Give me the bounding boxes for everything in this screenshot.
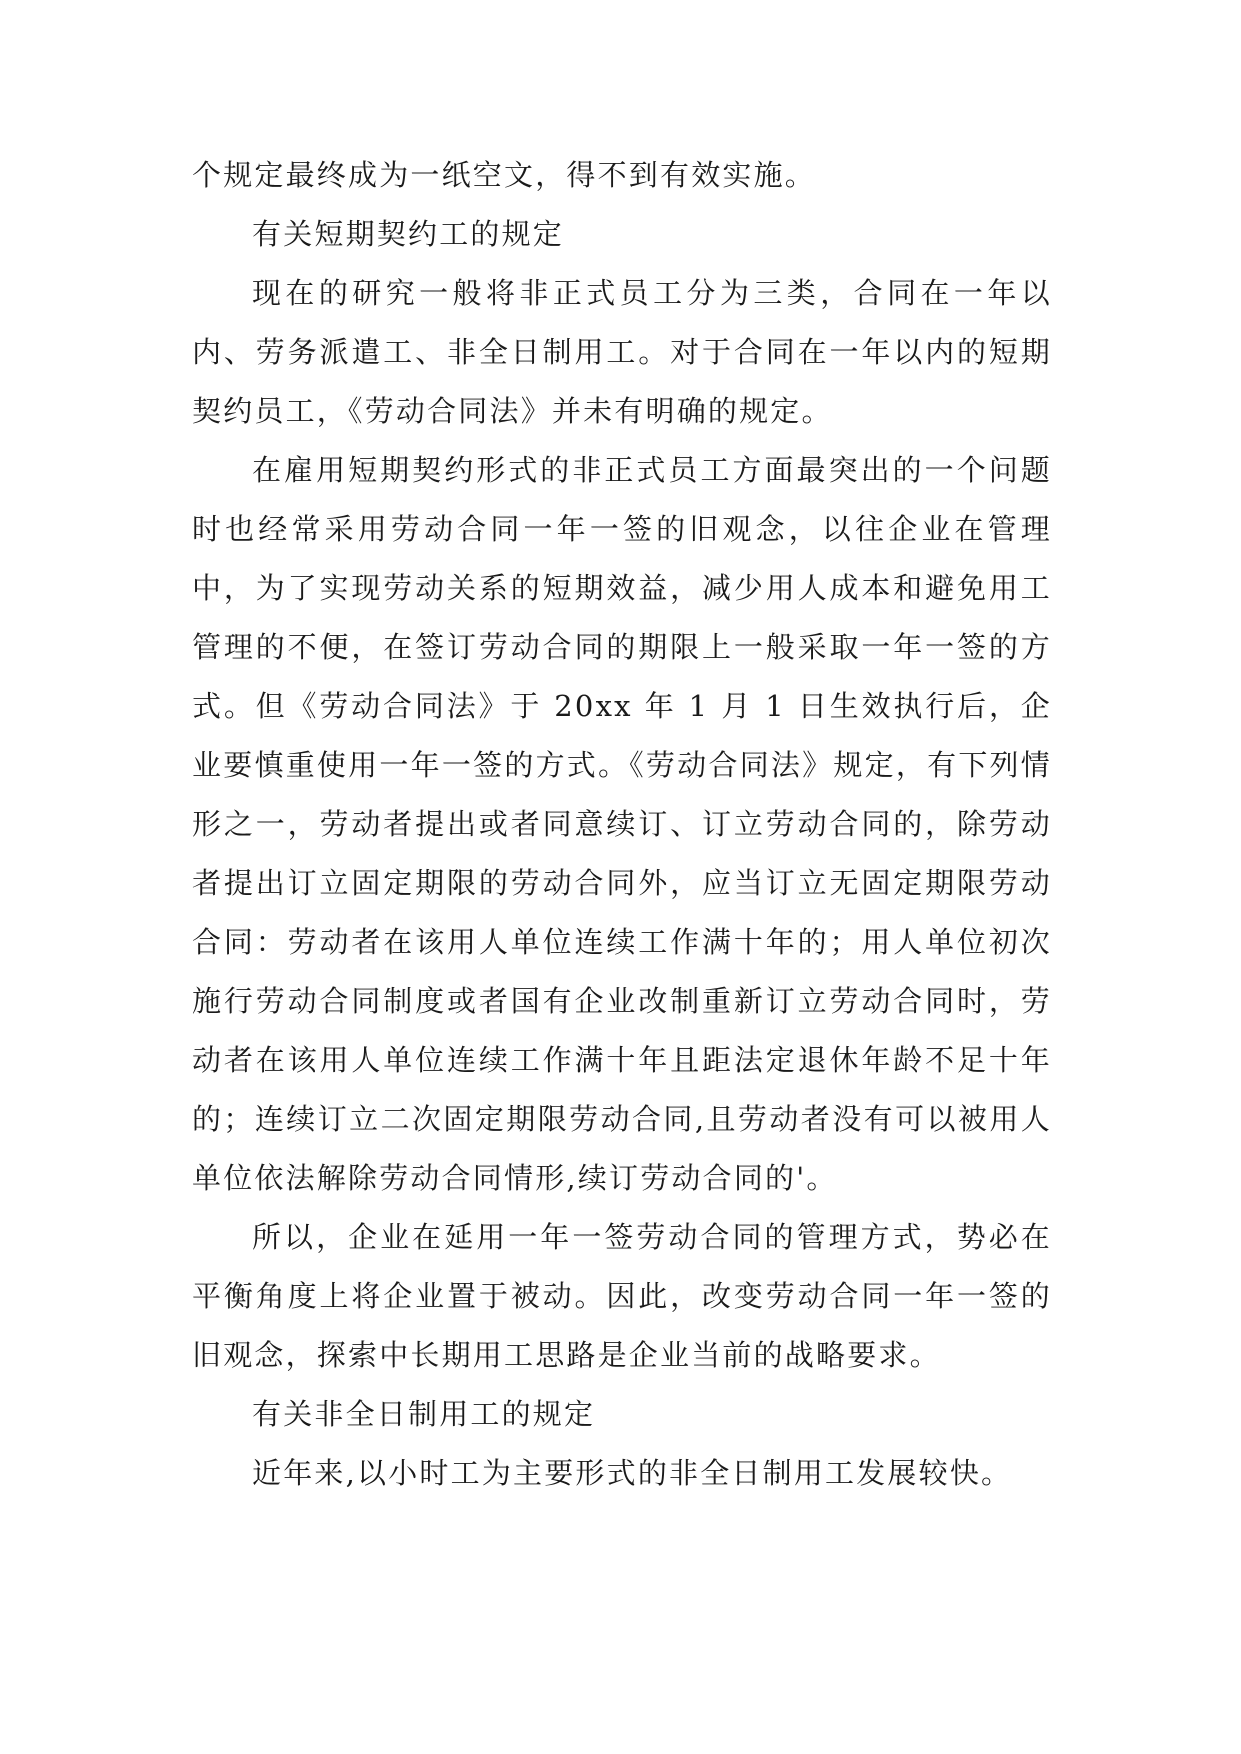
paragraph-continuation: 个规定最终成为一纸空文，得不到有效实施。 xyxy=(192,158,817,192)
paragraph-classification: 现在的研究一般将非正式员工分为三类，合同在一年以内、劳务派遣工、非全日制用工。对于合同在一年以内的短期契约员工，《劳动合同法》并未有明确的规定。 xyxy=(192,276,1052,428)
paragraph-part-time-intro: 近年来,以小时工为主要形式的非全日制用工发展较快。 xyxy=(252,1456,1013,1490)
paragraph-one-year-contract: 在雇用短期契约形式的非正式员工方面最突出的一个问题时也经常采用劳动合同一年一签的旧观念，以往企业在管理中，为了实现劳动关系的短期效益，减少用人成本和避免用工管理的不便，在签订劳动合同的期限上一般采取一年一签的方式。但《劳动合同法》于 20xx 年 1 月 1 日生效执行后，企业要慎重使用一年一签的方式。《劳动合同法》规定，有下列情形之一，劳动者提出或者同意续订、订立劳动合同的，除劳动者提出订立固定期限的劳动合同外，应当订立无固定期限劳动合同：劳动者在该用人单位连续工作满十年的；用人单位初次施行劳动合同制度或者国有企业改制重新订立劳动合同时，劳动者在该用人单位连续工作满十年且距法定退休年龄不足十年的；连续订立二次固定期限劳动合同,且劳动者没有可以被用人单位依法解除劳动合同情形,续订劳动合同的'。 xyxy=(192,453,1052,1195)
section-heading-part-time: 有关非全日制用工的规定 xyxy=(252,1397,596,1431)
paragraph-conclusion: 所以，企业在延用一年一签劳动合同的管理方式，势必在平衡角度上将企业置于被动。因此，改变劳动合同一年一签的旧观念，探索中长期用工思路是企业当前的战略要求。 xyxy=(192,1220,1052,1372)
section-heading-short-term-contract: 有关短期契约工的规定 xyxy=(252,217,565,251)
document-body xyxy=(192,146,1052,1503)
